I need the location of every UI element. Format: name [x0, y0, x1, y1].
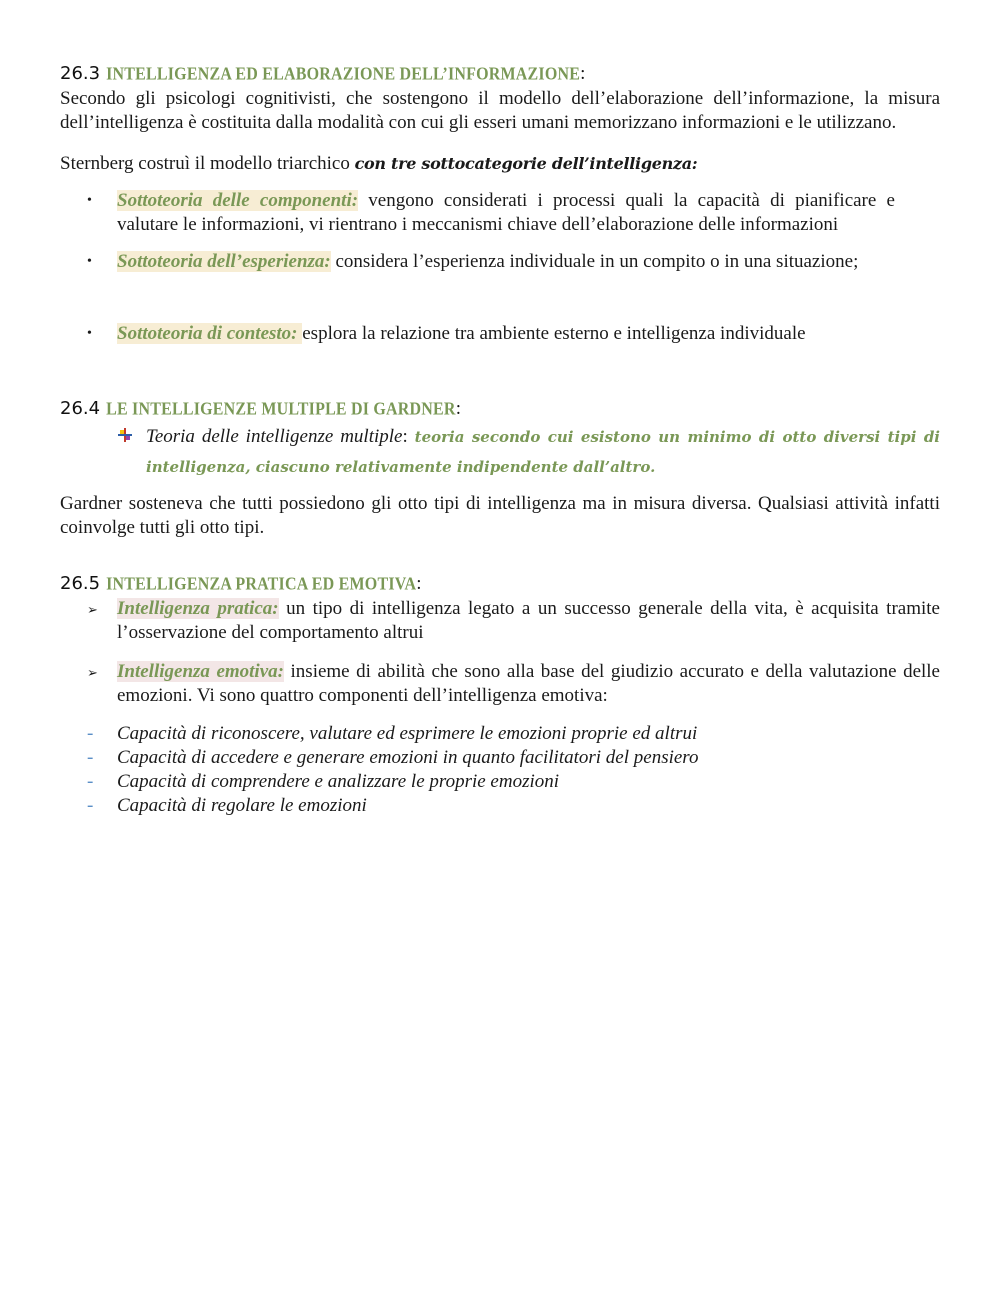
section-heading-26-3 [60, 62, 940, 87]
term-description: vengono considerati i processi quali la capacità di pianificare e valutare le informazioni, vi rientrano i meccanismi chiave dell’elaborazione delle informazioni [117, 190, 895, 235]
term-highlight: Sottoteoria di contesto: [117, 323, 303, 344]
section-title: INTELLIGENZA ED ELABORAZIONE DELL’INFORMAZIONE [106, 64, 581, 85]
list-item [60, 250, 895, 274]
bullet-dot-icon: • [87, 254, 92, 269]
component-text: Capacità di accedere e generare emozioni in quanto facilitatori del pensiero [117, 747, 699, 768]
heading-colon: : [455, 398, 461, 419]
theory-colon: : [402, 426, 415, 447]
section-number: 26.4 [60, 398, 101, 419]
section-number: 26.3 [60, 63, 101, 84]
term-description: insieme di abilità che sono alla base del giudizio accurato e della valutazione delle emozioni. Vi sono quattro componenti dell’intelligenza emotiva: [117, 661, 940, 706]
section-title: LE INTELLIGENZE MULTIPLE DI GARDNER [106, 399, 456, 420]
term-highlight: Intelligenza pratica: [117, 598, 279, 619]
paragraph-sternberg [60, 152, 940, 176]
section-number: 26.5 [60, 573, 101, 594]
list-item [60, 722, 940, 746]
component-text: Capacità di regolare le emozioni [117, 795, 367, 816]
dash-marker: - [87, 747, 94, 768]
bullet-dot-icon: • [87, 193, 92, 208]
theory-label: Teoria delle intelligenze multiple [146, 426, 403, 447]
term-description: considera l’esperienza individuale in un compito o in una situazione; [330, 251, 859, 272]
arrowhead-icon: ➢ [87, 665, 98, 680]
paragraph-gardner: Gardner sosteneva che tutti possiedono gli otto tipi di intelligenza ma in misura diversa. Qualsiasi attività infatti coinvolge tutti gli otto tipi. [60, 493, 940, 538]
heading-colon: : [580, 63, 586, 84]
list-item [60, 322, 895, 346]
sternberg-emphasis: con tre sottocategorie dell’intelligenza: [354, 154, 698, 173]
term-highlight: Sottoteoria dell’esperienza: [117, 251, 331, 272]
term-highlight: Sottoteoria delle componenti: [117, 190, 359, 211]
section-title: INTELLIGENZA PRATICA ED EMOTIVA [106, 574, 417, 595]
list-item [60, 189, 895, 237]
document-page [60, 62, 940, 818]
sternberg-list [60, 189, 940, 346]
bullet-dot-icon: • [87, 326, 92, 341]
heading-colon: : [416, 573, 422, 594]
component-text: Capacità di comprendere e analizzare le proprie emozioni [117, 771, 560, 792]
list-item [60, 770, 940, 794]
dash-marker: - [87, 795, 94, 816]
list-item [60, 794, 940, 818]
dash-marker: - [87, 771, 94, 792]
term-highlight: Intelligenza emotiva: [117, 661, 284, 682]
term-description: esplora la relazione tra ambiente esterno e intelligenza individuale [302, 323, 806, 344]
sternberg-text: Sternberg costruì il modello triarchico [60, 153, 355, 174]
paragraph-cognitivisti: Secondo gli psicologi cognitivisti, che sostengono il modello dell’elaborazione dell’informazione, la misura dell’intelligenza è costituita dalla modalità con cui gli esseri umani memorizzano informazioni e le utilizzano. [60, 88, 940, 133]
theory-definition: teoria secondo cui esistono un minimo di otto diversi tipi di intelligenza, ciascuno relativamente indipendente dall’altro. [146, 428, 940, 476]
section-heading-26-5 [60, 572, 940, 597]
dash-marker: - [87, 723, 94, 744]
arrowhead-icon: ➢ [87, 602, 98, 617]
list-item [60, 597, 940, 645]
colored-star-icon [118, 428, 132, 442]
component-text: Capacità di riconoscere, valutare ed esprimere le emozioni proprie ed altrui [117, 723, 698, 744]
term-description: un tipo di intelligenza legato a un successo generale della vita, è acquisita tramite l’osservazione del comportamento altrui [117, 598, 940, 643]
gardner-theory-item [60, 422, 940, 482]
intelligence-types-list [60, 597, 940, 708]
emotional-components-list [60, 722, 940, 818]
section-heading-26-4 [60, 397, 940, 422]
list-item [60, 746, 940, 770]
list-item [60, 660, 940, 708]
